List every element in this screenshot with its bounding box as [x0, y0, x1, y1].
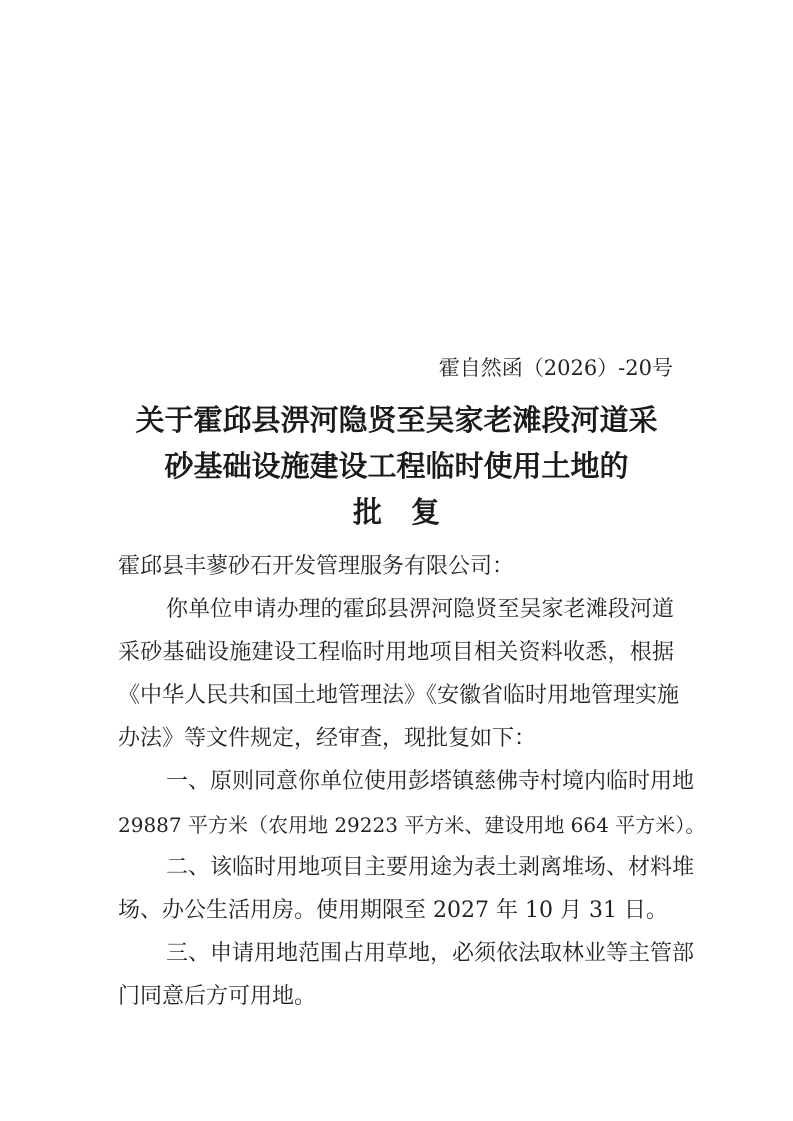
- document-number: 霍自然函（2026）-20号: [438, 356, 673, 380]
- addressee: 霍邱县丰蓼砂石开发管理服务有限公司：: [118, 554, 515, 579]
- body-line: 办法》等文件规定，经审查，现批复如下：: [118, 726, 537, 751]
- item-1-line: 29887 平方米（农用地 29223 平方米、建设用地 664 平方米）。: [118, 813, 706, 837]
- item-2-line: 场、办公生活用房。使用期限至 2027 年 10 月 31 日。: [118, 898, 668, 923]
- body-line: 采砂基础设施建设工程临时用地项目相关资料收悉，根据: [118, 640, 674, 665]
- item-1-line: 一、原则同意你单位使用彭塔镇慈佛寺村境内临时用地: [166, 769, 695, 794]
- item-3-line: 门同意后方可用地。: [118, 984, 317, 1009]
- item-2-line: 二、该临时用地项目主要用途为表土剥离堆场、材料堆: [166, 855, 695, 880]
- title-line-1: 关于霍邱县淠河隐贤至吴家老滩段河道采: [135, 403, 658, 437]
- body-line: 你单位申请办理的霍邱县淠河隐贤至吴家老滩段河道: [166, 597, 674, 622]
- body-line: 《中华人民共和国土地管理法》《安徽省临时用地管理实施: [118, 683, 680, 708]
- title-line-3: 批 复: [352, 495, 440, 529]
- title-line-2: 砂基础设施建设工程临时使用土地的: [164, 449, 629, 483]
- item-3-line: 三、申请用地范围占用草地，必须依法取林业等主管部: [166, 941, 695, 966]
